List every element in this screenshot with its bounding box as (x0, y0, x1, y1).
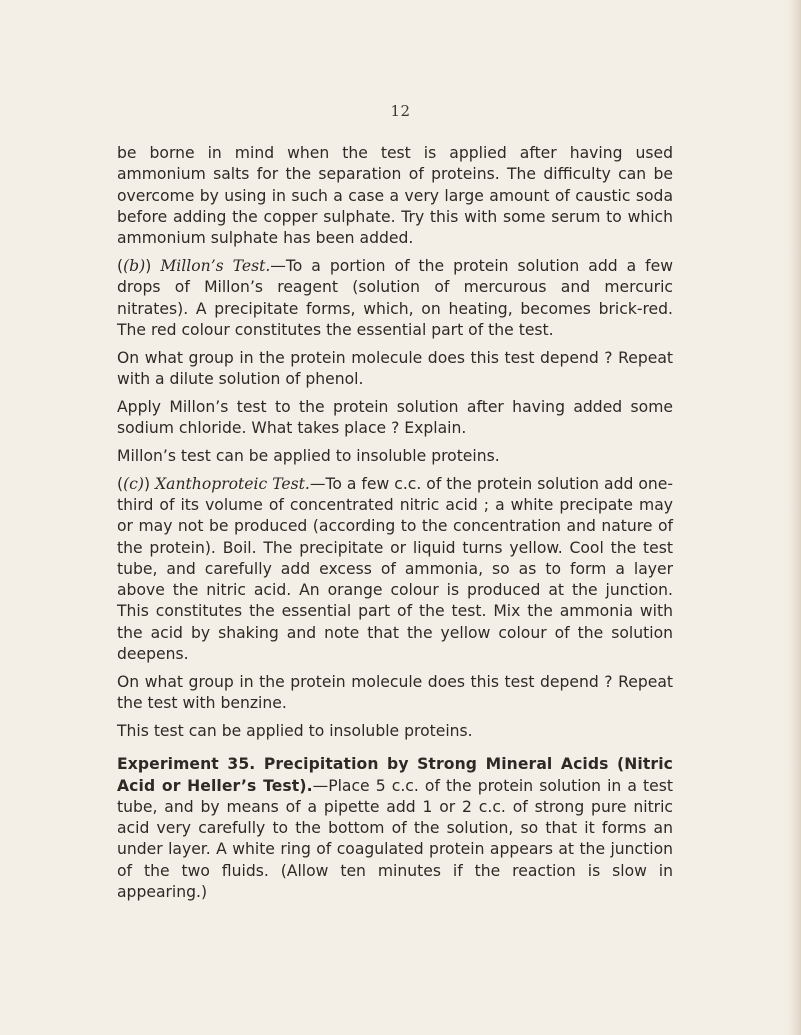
section-label-c: ((c)) (117, 474, 151, 493)
paragraph-millon-insoluble: Millon’s test can be applied to insoluble proteins. (117, 446, 500, 465)
section-label-b: ((b)) (117, 256, 152, 275)
paragraph-xanthoproteic-insoluble: This test can be applied to insoluble proteins. (117, 721, 473, 740)
paragraph-millons-test (117, 256, 673, 341)
xanthoproteic-test-body: —To a few c.c. of the protein solution add one-third of its volume of concentrated nitric acid ; a white precipate may or may not be produced (according to the concentration and nature of the protein). Boil. The precipitate or liquid turns yellow. Cool the test tube, and carefully add excess of ammonia, so as to form a layer above the nitric acid. An orange colour is produced at the junction. This constitutes the essential part of the test. Mix the ammonia with the acid by shaking and note that the yellow colour of the solution deepens. (117, 474, 673, 664)
page-edge-shadow (787, 0, 801, 1035)
paragraph-millon-sodium: Apply Millon’s test to the protein solution after having added some sodium chloride. What takes place ? Explain. (117, 397, 673, 438)
test-title-xanthoproteic: Xanthoproteic Test. (155, 474, 310, 493)
experiment-35-heading: Experiment 35. Precipitation by Strong Mineral Acids (Nitric Acid or Heller’s Test). (117, 755, 673, 795)
paragraph-millon-question: On what group in the protein molecule does this test depend ? Repeat with a dilute solution of phenol. (117, 348, 673, 388)
page-number: 12 (390, 102, 411, 120)
paragraph-experiment-35 (117, 754, 673, 903)
test-title-millon: Millon’s Test. (160, 256, 271, 275)
experiment-35-body: —Place 5 c.c. of the protein solution in a test tube, and by means of a pipette add 1 or 2 c.c. of strong pure nitric acid very carefully to the bottom of the solution, so that it forms an under layer. A white ring of coagulated protein appears at the junction of the two fluids. (Allow ten minutes if the reaction is slow in appearing.) (117, 776, 673, 901)
paragraph-xanthoproteic-test (117, 474, 673, 666)
body-text (117, 143, 673, 910)
millon-test-body: —To a portion of the protein solution add a few drops of Millon’s reagent (solution of mercurous and mercuric nitrates). A precipitate forms, which, on heating, becomes brick-red. The red colour constitutes the essential part of the test. (117, 256, 673, 339)
paragraph-xanthoproteic-question: On what group in the protein molecule does this test depend ? Repeat the test with benzine. (117, 672, 673, 713)
paragraph-continuation: be borne in mind when the test is applied after having used ammonium salts for the separation of proteins. The difficulty can be overcome by using in such a case a very large amount of caustic soda before adding the copper sulphate. Try this with some serum to which ammonium sulphate has been added. (117, 144, 673, 248)
